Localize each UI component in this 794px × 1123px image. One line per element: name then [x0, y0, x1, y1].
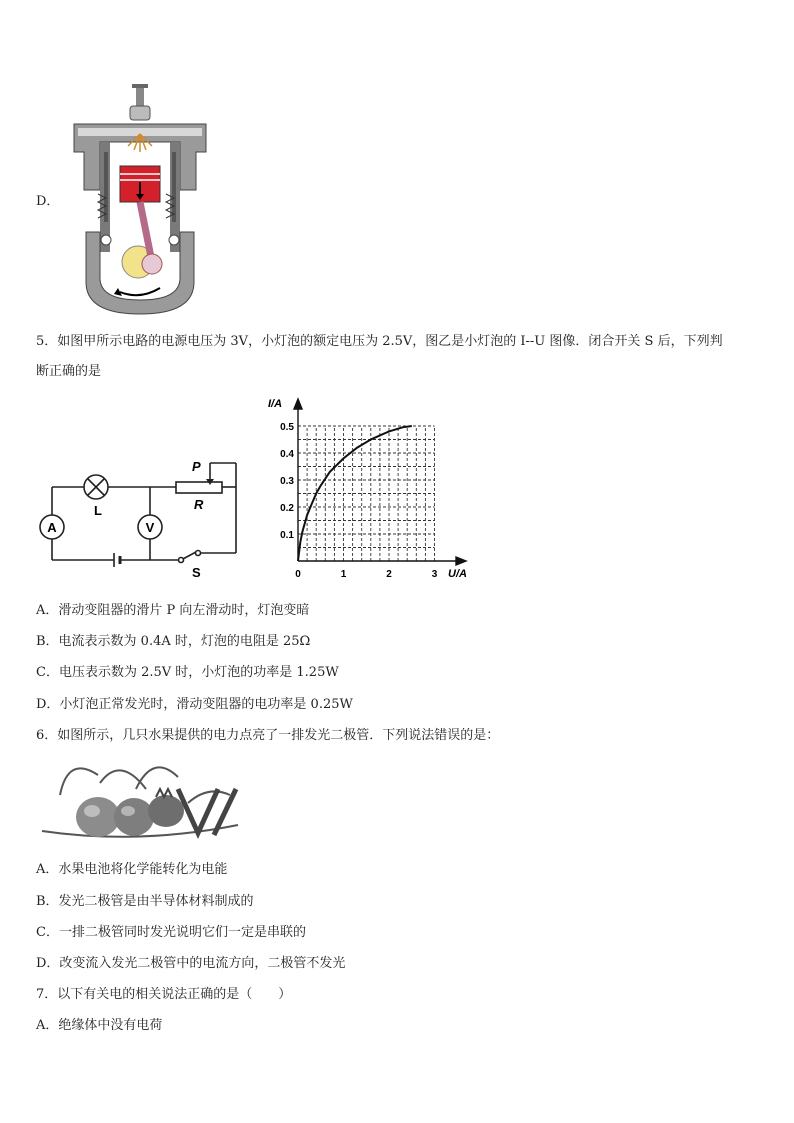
ammeter-label: A — [47, 520, 57, 535]
voltmeter-label: V — [145, 520, 155, 535]
x-tick-label: 0 — [295, 569, 301, 580]
rheostat-label: R — [194, 497, 204, 512]
iu-chart — [262, 393, 472, 583]
q4-option-d-label: D． — [36, 194, 60, 209]
y-tick-label: 0.3 — [280, 476, 294, 487]
y-tick-label: 0.1 — [280, 530, 294, 541]
x-axis-arrow — [456, 557, 466, 565]
lamp-label: L — [94, 503, 102, 518]
q5-stem-line1: 5．如图甲所示电路的电源电压为 3V，小灯泡的额定电压为 2.5V，图乙是小灯泡的 I--U 图像．闭合开关 S 后，下列判 — [36, 334, 723, 349]
y-tick-label: 0.2 — [280, 503, 294, 514]
x-tick-label: 1 — [340, 569, 347, 580]
x-axis-label: U/A — [448, 568, 467, 580]
y-tick-label: 0.5 — [280, 422, 294, 433]
q7-stem: 7．以下有关电的相关说法正确的是（ ） — [36, 987, 292, 1002]
q5-option-a: A．滑动变阻器的滑片 P 向左滑动时，灯泡变暗 — [36, 603, 310, 618]
circuit-diagram — [36, 455, 246, 581]
q6-option-b: B．发光二极管是由半导体材料制成的 — [36, 894, 254, 909]
q5-option-d: D．小灯泡正常发光时，滑动变阻器的电功率是 0.25W — [36, 697, 353, 712]
q5-option-c: C．电压表示数为 2.5V 时，小灯泡的功率是 1.25W — [36, 665, 339, 680]
q7-option-a: A．绝缘体中没有电荷 — [36, 1018, 163, 1033]
q5-option-b: B．电流表示数为 0.4A 时，灯泡的电阻是 25Ω — [36, 634, 311, 649]
q6-option-c: C．一排二极管同时发光说明它们一定是串联的 — [36, 925, 306, 940]
q6-option-d: D．改变流入发光二极管中的电流方向，二极管不发光 — [36, 956, 346, 971]
y-tick-label: 0.4 — [280, 449, 294, 460]
slider-label: P — [192, 459, 201, 474]
q6-option-a: A．水果电池将化学能转化为电能 — [36, 862, 228, 877]
switch-label: S — [192, 565, 201, 580]
engine-diagram — [70, 82, 210, 318]
x-tick-label: 3 — [431, 569, 438, 580]
y-axis-arrow — [294, 399, 302, 409]
fruit-battery-photo — [38, 755, 250, 845]
x-tick-label: 2 — [386, 569, 392, 580]
y-axis-label: I/A — [268, 398, 283, 410]
q6-stem: 6．如图所示，几只水果提供的电力点亮了一排发光二极管．下列说法错误的是： — [36, 728, 500, 743]
q5-stem-line2: 断正确的是 — [36, 364, 102, 379]
